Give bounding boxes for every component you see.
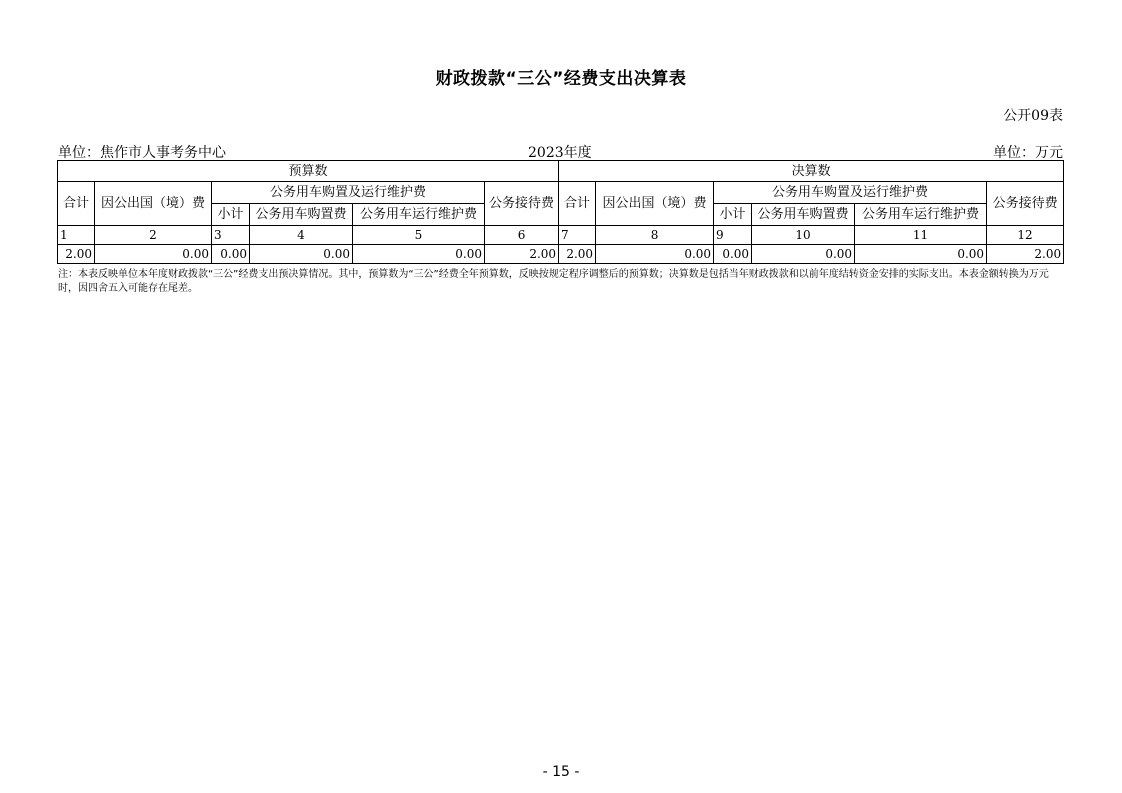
value-cell: 2.00 (987, 245, 1064, 264)
index-cell: 7 (559, 226, 596, 245)
col-subtotal: 小计 (714, 204, 752, 226)
index-cell: 8 (596, 226, 714, 245)
col-vehicle-operation: 公务用车运行维护费 (353, 204, 485, 226)
page-number: - 15 - (542, 764, 580, 780)
index-cell: 4 (250, 226, 353, 245)
value-row (58, 245, 1064, 264)
col-vehicle-purchase: 公务用车购置费 (250, 204, 353, 226)
value-cell: 0.00 (855, 245, 987, 264)
index-cell: 5 (353, 226, 485, 245)
value-cell: 2.00 (559, 245, 596, 264)
final-header: 决算数 (559, 161, 1064, 182)
index-cell: 10 (752, 226, 855, 245)
col-vehicle-purchase: 公务用车购置费 (752, 204, 855, 226)
value-cell: 0.00 (353, 245, 485, 264)
col-total: 合计 (58, 182, 95, 226)
value-cell: 0.00 (596, 245, 714, 264)
index-cell: 11 (855, 226, 987, 245)
value-cell: 0.00 (752, 245, 855, 264)
value-cell: 2.00 (485, 245, 559, 264)
col-vehicle-group: 公务用车购置及运行维护费 (714, 182, 987, 204)
col-reception: 公务接待费 (987, 182, 1064, 226)
form-number: 公开09表 (1003, 108, 1063, 124)
index-cell: 3 (212, 226, 250, 245)
reporting-unit: 单位：焦作市人事考务中心 (58, 145, 226, 161)
fiscal-year: 2023年度 (528, 145, 592, 161)
value-cell: 0.00 (714, 245, 752, 264)
col-vehicle-group: 公务用车购置及运行维护费 (212, 182, 485, 204)
index-cell: 6 (485, 226, 559, 245)
page-title: 财政拨款“三公”经费支出决算表 (435, 69, 687, 89)
value-cell: 0.00 (250, 245, 353, 264)
index-row (58, 226, 1064, 245)
index-cell: 1 (58, 226, 95, 245)
three-public-expenditure-table (57, 160, 1064, 264)
col-reception: 公务接待费 (485, 182, 559, 226)
currency-unit: 单位：万元 (993, 145, 1063, 161)
value-cell: 0.00 (95, 245, 212, 264)
index-cell: 12 (987, 226, 1064, 245)
value-cell: 0.00 (212, 245, 250, 264)
col-abroad: 因公出国（境）费 (95, 182, 212, 226)
value-cell: 2.00 (58, 245, 95, 264)
col-abroad: 因公出国（境）费 (596, 182, 714, 226)
index-cell: 9 (714, 226, 752, 245)
col-vehicle-operation: 公务用车运行维护费 (855, 204, 987, 226)
col-subtotal: 小计 (212, 204, 250, 226)
budget-header: 预算数 (58, 161, 559, 182)
index-cell: 2 (95, 226, 212, 245)
col-total: 合计 (559, 182, 596, 226)
table-footnote: 注：本表反映单位本年度财政拨款“三公”经费支出预决算情况。其中，预算数为“三公”经费全年预算数，反映按规定程序调整后的预算数；决算数是包括当年财政拨款和以前年度结转资金安排的实际支出。本表金额转换为万元时，因四舍五入可能存在尾差。 (58, 269, 1049, 294)
